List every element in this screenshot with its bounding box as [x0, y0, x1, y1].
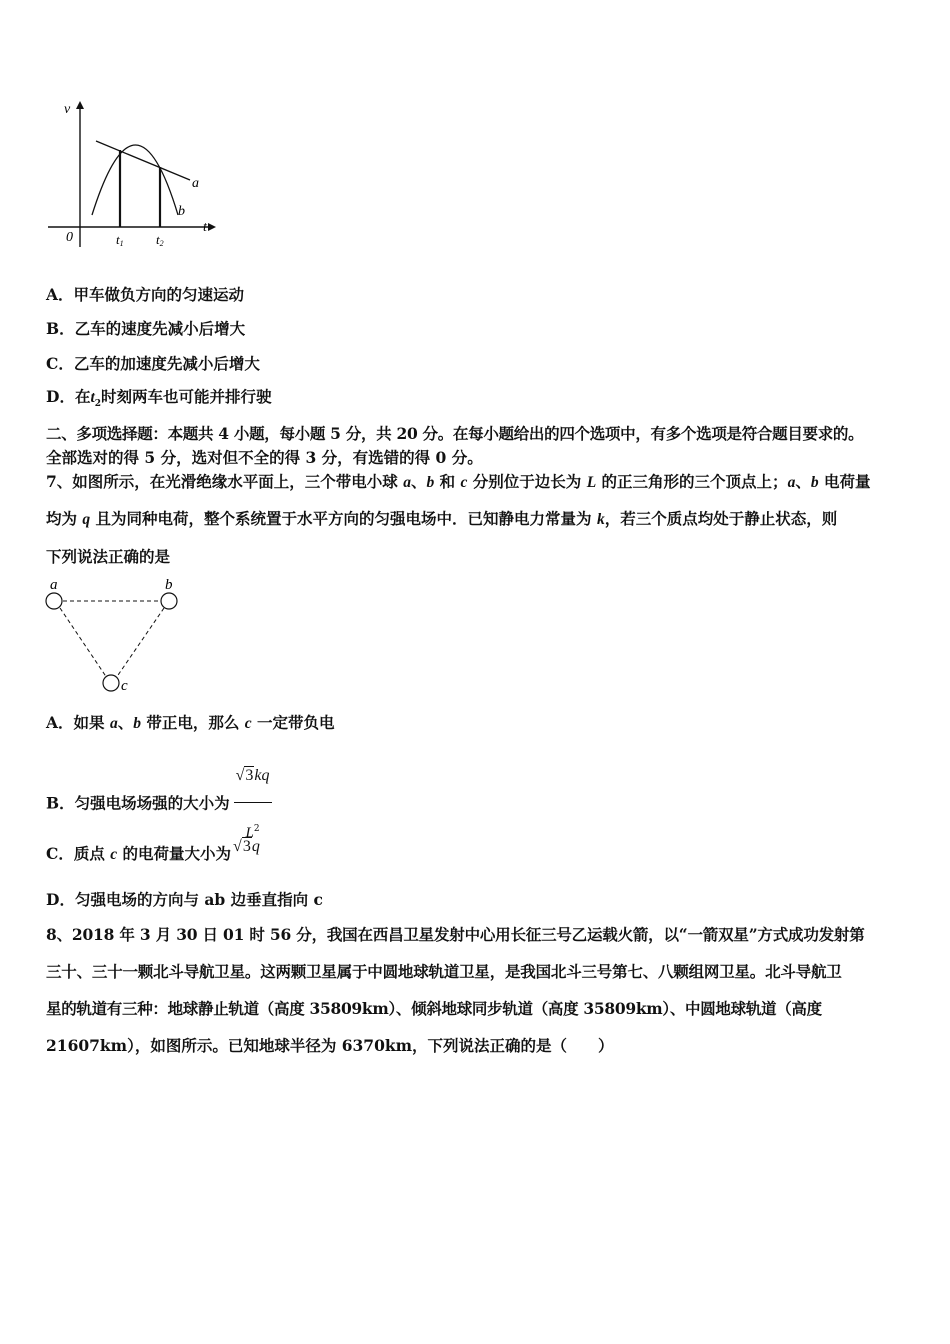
q7-l2-b: 且为同种电荷，整个系统置于水平方向的匀强电场中．已知静电力常量为	[90, 509, 597, 528]
q6-d-var: t	[90, 389, 95, 406]
q7-line1	[46, 472, 870, 493]
q7-c-expr	[233, 838, 260, 855]
q7-l1-v6: b	[810, 474, 819, 491]
q7-a-v2: b	[133, 715, 141, 732]
q7-l1-g: 电荷量	[818, 472, 871, 491]
q7-a-v1: a	[109, 715, 118, 732]
q7-l2-a: 均为	[46, 509, 83, 528]
q6-option-a: A．甲车做负方向的匀速运动	[46, 285, 245, 304]
q6-option-c: C．乙车的加速度先减小后增大	[46, 354, 260, 373]
q7-a-v3: c	[244, 715, 252, 732]
q6-d-sub: 2	[94, 399, 102, 410]
label-ball-a: a	[50, 577, 58, 593]
origin-label: 0	[66, 230, 73, 245]
q7-l1-v5: a	[787, 474, 796, 491]
q7-b-text: B．匀强电场场强的大小为	[46, 793, 230, 813]
v-label: v	[64, 102, 71, 117]
q6-option-b: B．乙车的速度先减小后增大	[46, 319, 246, 338]
q7-l2-c: ，若三个质点均处于静止状态，则	[604, 509, 838, 528]
q7-b-den: L	[245, 825, 254, 841]
section2-line2: 全部选对的得 5 分，选对但不全的得 3 分，有选错的得 0 分。	[46, 448, 483, 467]
label-ball-b: b	[165, 577, 173, 593]
q8-line2: 三十、三十一颗北斗导航卫星。这两颗卫星属于中圆地球轨道卫星，是我国北斗三号第七、八颗组网卫星。北斗导航卫	[46, 962, 842, 981]
q7-l1-c: 和	[434, 472, 461, 491]
sqrt-icon: √	[235, 767, 245, 784]
q7-c-b: 的电荷量大小为	[117, 844, 232, 863]
q7-b-den-exp: 2	[253, 824, 260, 834]
q7-a-a: A．如果	[46, 713, 110, 732]
q7-c-sqrt: 3	[242, 838, 251, 855]
sqrt-icon: √	[233, 838, 242, 855]
v-axis-arrow	[76, 101, 84, 109]
q8-line1: 8、2018 年 3 月 30 日 01 时 56 分，我国在西昌卫星发射中心用长征三号乙运载火箭，以“一箭双星”方式成功发射第	[46, 925, 865, 944]
triangle-figure	[40, 574, 190, 696]
edge-bc	[116, 608, 164, 678]
q7-option-a	[46, 713, 335, 734]
q7-l1-e: 的正三角形的三个顶点上；	[596, 472, 788, 491]
q7-c-a: C．质点	[46, 844, 111, 863]
q7-option-c	[46, 838, 260, 871]
q6-option-d	[46, 387, 272, 414]
ball-c	[103, 675, 119, 691]
q7-l1-v2: b	[426, 474, 435, 491]
q7-option-d: D．匀强电场的方向与 ab 边垂直指向 c	[46, 890, 323, 909]
q7-l1-b: 、	[410, 472, 427, 491]
t1-label: t1	[116, 232, 124, 248]
q7-l2-v1: q	[82, 511, 91, 528]
q7-a-d: 一定带负电	[251, 713, 335, 732]
q7-l1-v4: L	[586, 474, 597, 491]
t-label: t	[203, 220, 207, 235]
section2-line1: 二、多项选择题：本题共 4 小题，每小题 5 分，共 20 分。在每小题给出的四个选项中，有多个选项是符合题目要求的。	[46, 424, 864, 443]
ball-b	[161, 593, 177, 609]
t2-label: t2	[156, 232, 164, 248]
q7-b-num-sqrt: 3	[245, 767, 254, 784]
q6-d-suffix: 时刻两车也可能并排行驶	[101, 387, 272, 406]
q7-line2	[46, 509, 837, 530]
q8-line3: 星的轨道有三种：地球静止轨道（高度 35809km）、倾斜地球同步轨道（高度 35809km）、中圆地球轨道（高度	[46, 999, 822, 1018]
edge-ac	[60, 608, 107, 678]
q6-d-prefix: D．在	[46, 387, 91, 406]
q7-a-b: 、	[117, 713, 134, 732]
q7-l1-d: 分别位于边长为	[467, 472, 587, 491]
label-b: b	[178, 204, 185, 219]
q7-l2-v2: k	[596, 511, 605, 528]
curve-b	[92, 145, 178, 215]
q8-line4: 21607km），如图所示。已知地球半径为 6370km，下列说法正确的是（ ）	[46, 1036, 614, 1055]
q7-l1-v3: c	[460, 474, 468, 491]
q7-a-c: 带正电，那么	[140, 713, 245, 732]
q7-c-v: c	[110, 846, 118, 863]
label-a: a	[192, 176, 199, 191]
label-ball-c: c	[121, 678, 128, 694]
q7-l1-f: 、	[795, 472, 811, 491]
ball-a	[46, 593, 62, 609]
q7-l1-v1: a	[403, 474, 411, 491]
q7-b-num-rest: kq	[254, 767, 270, 784]
q7-l1-a: 7、如图所示，在光滑绝缘水平面上，三个带电小球	[46, 472, 404, 491]
q7-line3: 下列说法正确的是	[46, 547, 171, 566]
q7-c-rest: q	[251, 838, 260, 855]
vt-graph	[40, 95, 220, 255]
t-axis-arrow	[208, 223, 216, 231]
